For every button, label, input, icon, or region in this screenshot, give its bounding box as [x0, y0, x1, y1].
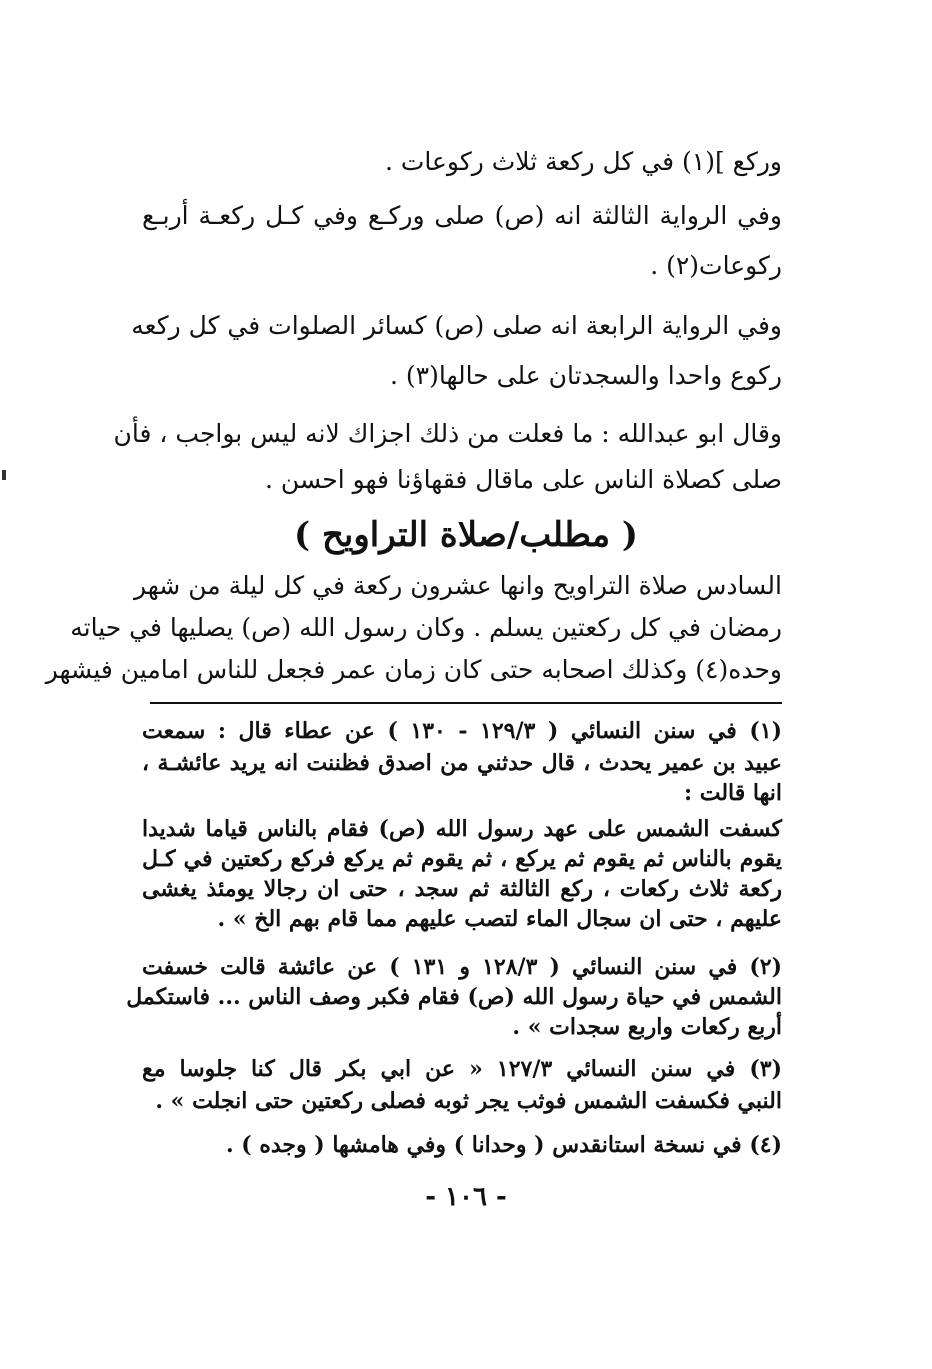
body-line-3: ركوعات(٢) .: [650, 251, 782, 280]
body-line-10: وحده(٤) وكذلك اصحابه حتى كان زمان عمر فجعل للناس امامين فيشهر: [45, 655, 782, 684]
body-line-9: رمضان في كل ركعتين يسلم . وكان رسول الله (ص) يصليها في حياته: [70, 613, 782, 642]
scan-edge-mark: [2, 470, 6, 480]
footnote-1-line-1: (١) في سنن النسائي ( ١٢٩/٣ - ١٣٠ ) عن عطاء قال : سمعت: [142, 718, 783, 744]
footnote-1-line-4: كسفت الشمس على عهد رسول الله (ص) فقام بالناس قياما شديدا: [142, 816, 782, 842]
footnote-3-line-1: (٣) في سنن النسائي ١٢٧/٣ « عن ابي بكر قال كنا جلوسا مع: [142, 1056, 782, 1082]
section-heading: ( مطلب/صلاة التراويح ): [294, 515, 638, 555]
body-line-8: السادس صلاة التراويح وانها عشرون ركعة في كل ليلة من شهر: [133, 571, 782, 600]
footnote-4-line-1: (٤) في نسخة استانقدس ( وحدانا ) وفي هامشها ( وجده ) .: [225, 1132, 782, 1158]
body-line-4: وفي الرواية الرابعة انه صلى (ص) كسائر الصلوات في كل ركعه: [131, 311, 782, 340]
footnote-2-line-1: (٢) في سنن النسائي ( ١٢٨/٣ و ١٣١ ) عن عائشة قالت خسفت: [142, 954, 783, 980]
footnote-1-line-7: عليهم ، حتى ان سجال الماء لتصب عليهم مما قام بهم الخ » .: [217, 906, 782, 932]
footnote-1-line-5: يقوم بالناس ثم يقوم ثم يركع ، ثم يقوم ثم يركع فركع ركعتين في كـل: [142, 846, 782, 872]
footnote-1-line-3: انها قالت :: [683, 780, 782, 806]
footnote-3-line-2: النبي فكسفت الشمس فوثب يجر ثوبه فصلى ركعتين حتى انجلت » .: [155, 1088, 782, 1114]
page-number: - ١٠٦ -: [425, 1182, 507, 1212]
body-line-5: ركوع واحدا والسجدتان على حالها(٣) .: [390, 361, 782, 390]
footnote-2-line-3: أربع ركعات واربع سجدات » .: [512, 1014, 782, 1040]
footnote-1-line-2: عبيد بن عمير يحدث ، قال حدثني من اصدق فظننت انه يريد عائشـة ،: [142, 750, 782, 776]
body-line-1: وركع ](١) في كل ركعة ثلاث ركوعات .: [384, 147, 782, 176]
body-line-6: وقال ابو عبدالله : ما فعلت من ذلك اجزاك لانه ليس بواجب ، فأن: [113, 419, 782, 448]
body-line-2: وفي الرواية الثالثة انه (ص) صلى وركـع وفي كـل ركعـة أربـع: [142, 201, 782, 230]
footnote-1-line-6: ركعة ثلاث ركعات ، ركع الثالثة ثم سجد ، حتى ان رجالا يومئذ يغشى: [142, 876, 782, 902]
footnote-2-line-2: الشمس في حياة رسول الله (ص) فقام فكبر وصف الناس ... فاستكمل: [126, 984, 782, 1010]
footnote-divider: [150, 702, 782, 704]
body-line-7: صلى كصلاة الناس على ماقال فقهاؤنا فهو احسن .: [265, 465, 782, 494]
